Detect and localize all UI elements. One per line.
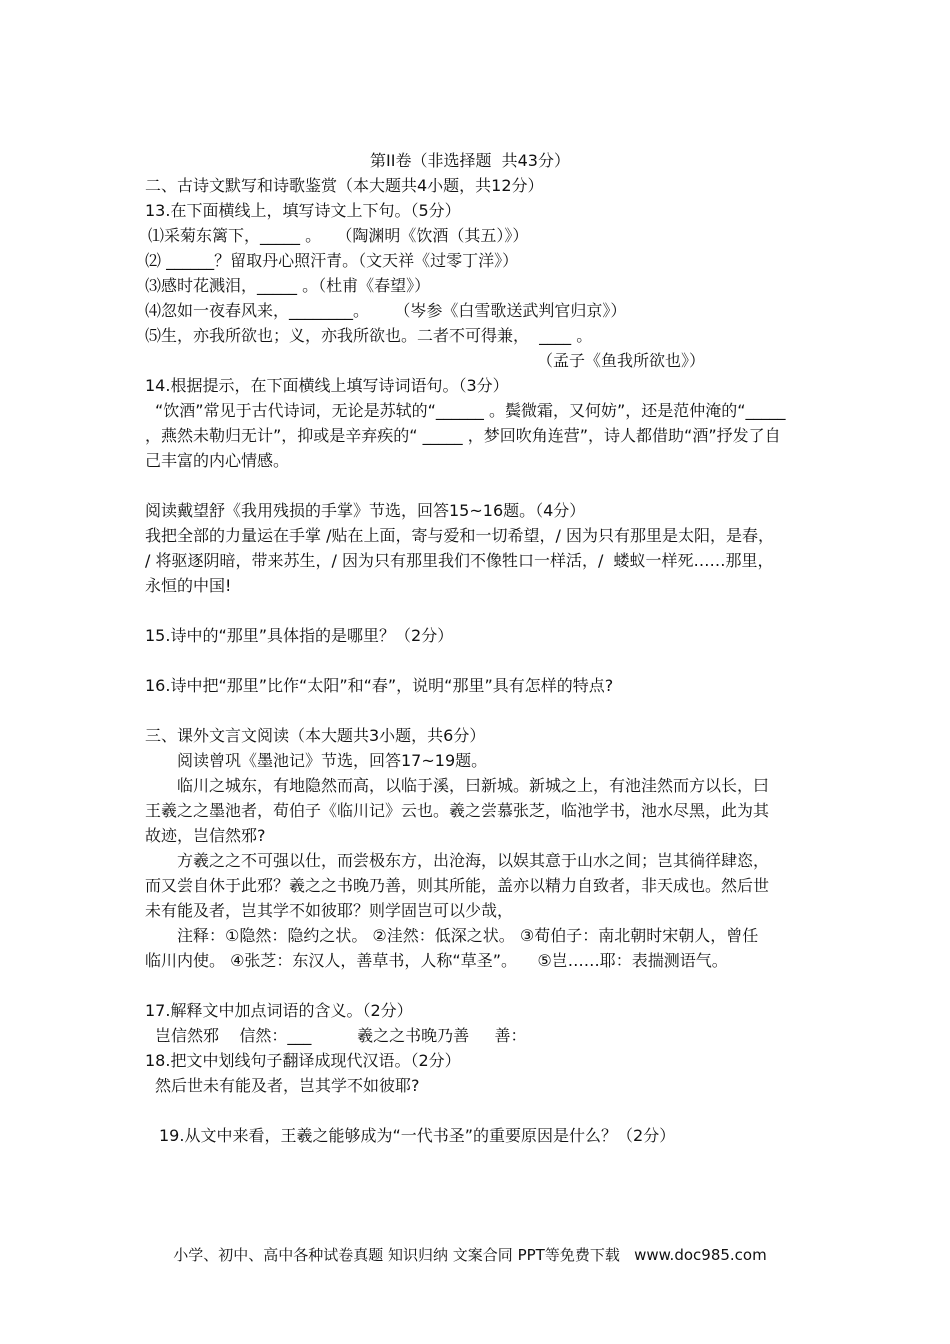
q13-item-2: ⑵ ______？留取丹心照汗青。（文天祥《过零丁洋》）: [145, 251, 519, 270]
passage-para2-line-1: 方羲之之不可强以仕，而尝极东方，出沧海，以娱其意于山水之间；岂其徜徉肆恣，: [177, 851, 770, 870]
q13-item-4: ⑷忽如一夜春风来，________。 （岑参《白雪歌送武判官归京》）: [145, 301, 627, 320]
q14-line-1: “饮酒”常见于古代诗词，无论是苏轼的“______ 。鬓微霜，又何妨”，还是范仲淹的“_____: [155, 401, 786, 420]
q13-item-1: ⑴采菊东篱下，_____ 。 （陶渊明《饮酒（其五）》）: [148, 226, 529, 245]
q17-prompt: 17.解释文中加点词语的含义。（2分）: [145, 1001, 413, 1020]
spacer: [145, 598, 835, 623]
passage-para2-line-2: 而又尝自休于此邪？羲之之书晚乃善，则其所能，盖亦以精力自致者，非天成也。然后世: [145, 876, 770, 895]
part2-heading: 二、古诗文默写和诗歌鉴赏（本大题共4小题，共12分）: [145, 176, 544, 195]
q17-items: 岂信然邪 信然：___ 羲之之书晚乃善 善：: [155, 1026, 527, 1045]
paper-title: 第II卷（非选择题 共43分）: [370, 151, 570, 170]
page-footer: 小学、初中、高中各种试卷真题 知识归纳 文案合同 PPT等免费下载 www.doc985.com: [173, 1246, 767, 1264]
spacer: [145, 698, 835, 723]
q18-prompt: 18.把文中划线句子翻译成现代汉语。（2分）: [145, 1051, 461, 1070]
q14-line-3: 己丰富的内心情感。: [145, 451, 290, 470]
passage-intro: 阅读曾巩《墨池记》节选，回答17~19题。: [177, 751, 488, 770]
q15-prompt: 15.诗中的“那里”具体指的是哪里？（2分）: [145, 626, 454, 645]
poem-line-2: / 将驱逐阴暗，带来苏生，/ 因为只有那里我们不像牲口一样活，/ 蝼蚁一样死……那里，: [145, 551, 774, 570]
q13-item-3: ⑶感时花溅泪，_____ 。（杜甫《春望》）: [145, 276, 431, 295]
q18-sentence: 然后世未有能及者，岂其学不如彼耶?: [155, 1076, 420, 1095]
poem-intro: 阅读戴望舒《我用残损的手掌》节选，回答15~16题。（4分）: [145, 501, 586, 520]
q13-item-5-source: （孟子《鱼我所欲也》）: [537, 351, 706, 370]
exam-content: [145, 148, 835, 1148]
q13-prompt: 13.在下面横线上，填写诗文上下句。（5分）: [145, 201, 461, 220]
passage-para2-line-3: 未有能及者，岂其学不如彼耶？则学固岂可以少哉，: [145, 901, 514, 920]
q14-prompt: 14.根据提示，在下面横线上填写诗词语句。（3分）: [145, 376, 509, 395]
notes-line-2: 临川内使。 ④张芝：东汉人，善草书，人称“草圣”。 ⑤岂……耶：表揣测语气。: [145, 951, 728, 970]
spacer: [145, 473, 835, 498]
q19-prompt: 19.从文中来看，王羲之能够成为“一代书圣”的重要原因是什么？（2分）: [159, 1126, 676, 1145]
spacer: [145, 1098, 835, 1123]
q13-item-5: ⑸生，亦我所欲也；义，亦我所欲也。二者不可得兼， ____ 。: [145, 326, 593, 345]
q16-prompt: 16.诗中把“那里”比作“太阳”和“春”，说明“那里”具有怎样的特点?: [145, 676, 614, 695]
q14-line-2: ，燕然未勒归无计”，抑或是辛弃疾的“ _____ ，梦回吹角连营”，诗人都借助“酒”抒发了自: [145, 426, 781, 445]
spacer: [145, 648, 835, 673]
passage-para1-line-3: 故迹，岂信然邪?: [145, 826, 266, 845]
poem-line-1: 我把全部的力量运在手掌 /贴在上面，寄与爱和一切希望，/ 因为只有那里是太阳，是春，: [145, 526, 774, 545]
part3-heading: 三、课外文言文阅读（本大题共3小题，共6分）: [145, 726, 486, 745]
poem-line-3: 永恒的中国!: [145, 576, 232, 595]
spacer: [145, 973, 835, 998]
passage-para1-line-1: 临川之城东，有地隐然而高，以临于溪，曰新城。新城之上，有池洼然而方以长，曰: [177, 776, 770, 795]
notes-line-1: 注释：①隐然：隐约之状。 ②洼然：低深之状。 ③荀伯子：南北朝时宋朝人，曾任: [177, 926, 759, 945]
passage-para1-line-2: 王羲之之墨池者，荀伯子《临川记》云也。羲之尝慕张芝，临池学书，池水尽黑，此为其: [145, 801, 770, 820]
